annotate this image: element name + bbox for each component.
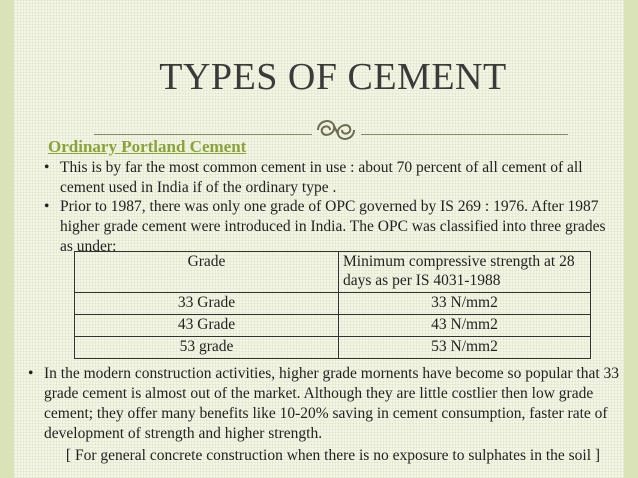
scroll-flourish-icon: [312, 112, 360, 148]
footnote: [ For general concrete construction when there is no exposure to sulphates in the soil ]: [65, 447, 601, 464]
bullet-text: This is by far the most common cement in use : about 70 percent of all cement of all cement used in India if of the ordinary type .: [60, 159, 583, 196]
subheading-opc: Ordinary Portland Cement: [48, 137, 247, 156]
bullet-item: [44, 158, 620, 198]
bullet-dot: •: [44, 198, 50, 215]
cell-strength: 53 N/mm2: [339, 337, 591, 359]
bullet-text: Prior to 1987, there was only one grade of OPC governed by IS 269 : 1976. After 1987 higher grade cement were introduced in India. The OPC was classified into three grades as under:: [60, 198, 606, 255]
cell-grade: 43 Grade: [75, 315, 339, 337]
bullet-text: In the modern construction activities, higher grade mornents have become so popular that 33 grade cement is almost out of the market. Although they are little costlier then low grade cement; they offer many benefits like 10-20% saving in cement consumption, faster rate of development of strength and higher strength.: [44, 365, 620, 442]
header-strength: Minimum compressive strength at 28 days as per IS 4031-1988: [339, 252, 591, 293]
table-row: [75, 315, 591, 337]
grades-table: [74, 251, 591, 359]
slide-title: TYPES OF CEMENT: [159, 56, 507, 98]
bullet-item: [44, 197, 620, 257]
cell-grade: 53 grade: [75, 337, 339, 359]
title-divider-left: [94, 134, 312, 135]
title-divider-right: [361, 134, 568, 135]
cell-strength: 33 N/mm2: [339, 293, 591, 315]
cell-strength: 43 N/mm2: [339, 315, 591, 337]
header-grade: Grade: [75, 252, 339, 293]
cell-grade: 33 Grade: [75, 293, 339, 315]
table-row: [75, 293, 591, 315]
bullet-dot: •: [44, 159, 50, 176]
bullet-item: [28, 364, 622, 444]
table-header-row: [75, 252, 591, 293]
table-row: [75, 337, 591, 359]
bullet-dot: •: [28, 365, 34, 382]
